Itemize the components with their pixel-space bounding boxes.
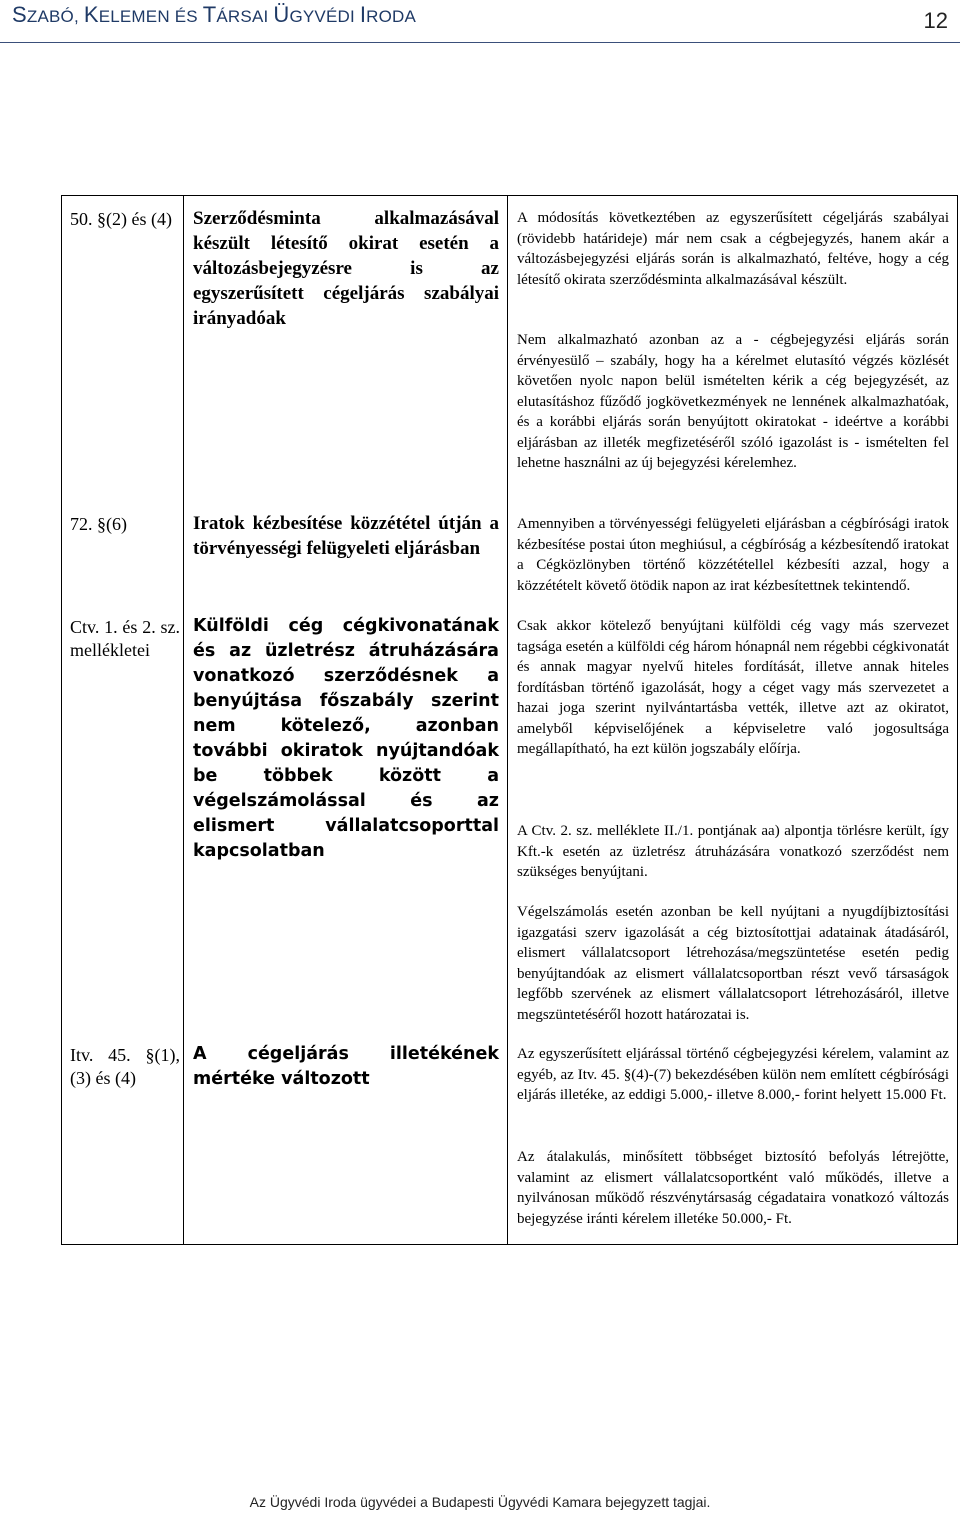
change-description: Amennyiben a törvényességi felügyeleti eljárásban a cégbírósági iratok kézbesítése postai úton meghiúsul, a cégbíróság a kézbesítendő iratokat a Cégközlönyben történő közzététellel kézbesíti azzal, hogy a közzétételt követő ötödik napon az irat kézbesítettnek tekintendő.: [517, 516, 949, 594]
column-divider: [183, 196, 184, 1244]
change-title: Iratok kézbesítése közzététel útján a törvényességi felügyeleti eljárásban: [193, 513, 499, 559]
change-description: Nem alkalmazható azonban az a - cégbejegyzési eljárás során érvényesülő – szabály, hogy ha a kérelmet elutasító végzés közlését követően nyolc napon belül ismételten kérik a cég bejegyzését, az elutasításhoz fűződő jogkövetkezmények ne lennének alkalmazhatóak, és a korábbi eljárás során benyújtott okiratokat - ideértve a korábbi eljárásban az illeték megfizetéséről szóló igazolást is - ismételten fel lehetne használni az új bejegyzési kérelemhez.: [517, 332, 949, 471]
page-footer: Az Ügyvédi Iroda ügyvédei a Budapesti Ügyvédi Kamara bejegyzett tagjai.: [249, 1494, 711, 1510]
change-description: Az egyszerűsített eljárással történő cégbejegyzési kérelem, valamint az egyéb, az Itv. 45. §(4)-(7) bekezdésében külön nem említett cégbírósági eljárás illetéke, az eddigi 5.000,- illetve 8.000,- forint helyett 15.000 Ft.: [517, 1046, 949, 1103]
change-description: Az átalakulás, minősített többséget biztosító befolyás létrejötte, valamint az elismert vállalatcsoportként való működés, illetve a nyilvánosan működő részvénytársaság cégadataira vonatkozó változás bejegyzése iránti kérelem illetéke 50.000,- Ft.: [517, 1149, 949, 1227]
firm-name-part: K: [83, 2, 99, 27]
page-number: 12: [923, 8, 948, 33]
law-reference: Ctv. 1. és 2. sz. mellékletei: [70, 617, 180, 660]
firm-name-part: Ü: [273, 2, 290, 27]
change-description: Végelszámolás esetén azonban be kell nyújtani a nyugdíjbiztosítási igazgatási szerv igazolását a cég biztosítottjai adatainak átadásáról, elismert vállalatcsoport létrehozása/megszüntetése esetén pedig benyújtandóak az elismert vállalatcsoportban részt vevő társaságok legfőbb szervének az elismert vállalatcsoport létrehozásáról, illetve megszüntetéséről hozott határozatai is.: [517, 904, 949, 1023]
change-title: Szerződésminta alkalmazásával készült létesítő okirat esetén a változásbejegyzésre is az egyszerűsített cégeljárás szabályai irányadóak: [193, 208, 499, 329]
firm-name-part: ÁRSAI: [216, 7, 274, 26]
law-reference: Itv. 45. §(1), (3) és (4): [70, 1045, 180, 1088]
change-title: A cégeljárás illetékének mértéke változott: [193, 1044, 499, 1089]
change-description: A Ctv. 2. sz. melléklete II./1. pontjának aa) alpontja törlésre került, így Kft.-k esetén az üzletrész átruházására vonatkozó szerződést nem szükséges benyújtani.: [517, 823, 949, 880]
legal-changes-table: [61, 195, 958, 1245]
firm-name-part: T: [202, 2, 217, 27]
column-divider: [507, 196, 508, 1244]
firm-name-part: GYVÉDI: [289, 7, 360, 26]
firm-name-part: S: [12, 2, 27, 27]
firm-name-part: ,: [73, 7, 84, 26]
firm-name-part: ZABÓ: [26, 7, 74, 26]
firm-name-part: ELEMEN ÉS: [98, 7, 203, 26]
firm-name-part: RODA: [366, 7, 417, 26]
firm-name-part: I: [359, 2, 367, 27]
change-title: Külföldi cég cégkivonatának és az üzletrész átruházására vonatkozó szerződésnek a benyújtása főszabály szerint nem kötelező, azonban további okiratok nyújtandóak be többek között a végelszámolással és az elismert vállalatcsoporttal kapcsolatban: [193, 616, 499, 861]
change-description: A módosítás következtében az egyszerűsített cégeljárás szabályai (rövidebb határideje) már nem csak a cégbejegyzés, hanem akár a változásbejegyzési eljárás során is alkalmazható, feltéve, hogy a cég létesítő okirata szerződésminta alkalmazásával készült.: [517, 210, 949, 288]
change-description: Csak akkor kötelező benyújtani külföldi cég vagy más szervezet tagsága esetén a külföldi cég három hónapnál nem régebbi cégkivonatát és annak magyar nyelvű hiteles fordítását, illetve annak hiteles fordításban történő igazolását, hogy a céget vagy más szervezetet a hazai joga szerint nyilvántartásba vették, illetve azt az okiratot, amelyből képviselőjének a képviseletre való jogosultsága megállapítható, ha ezt külön jogszabály előírja.: [517, 618, 949, 757]
law-reference: 50. §(2) és (4): [70, 209, 172, 229]
firm-name-header: [12, 2, 416, 28]
law-reference: 72. §(6): [70, 514, 127, 534]
header-divider: [0, 42, 960, 43]
